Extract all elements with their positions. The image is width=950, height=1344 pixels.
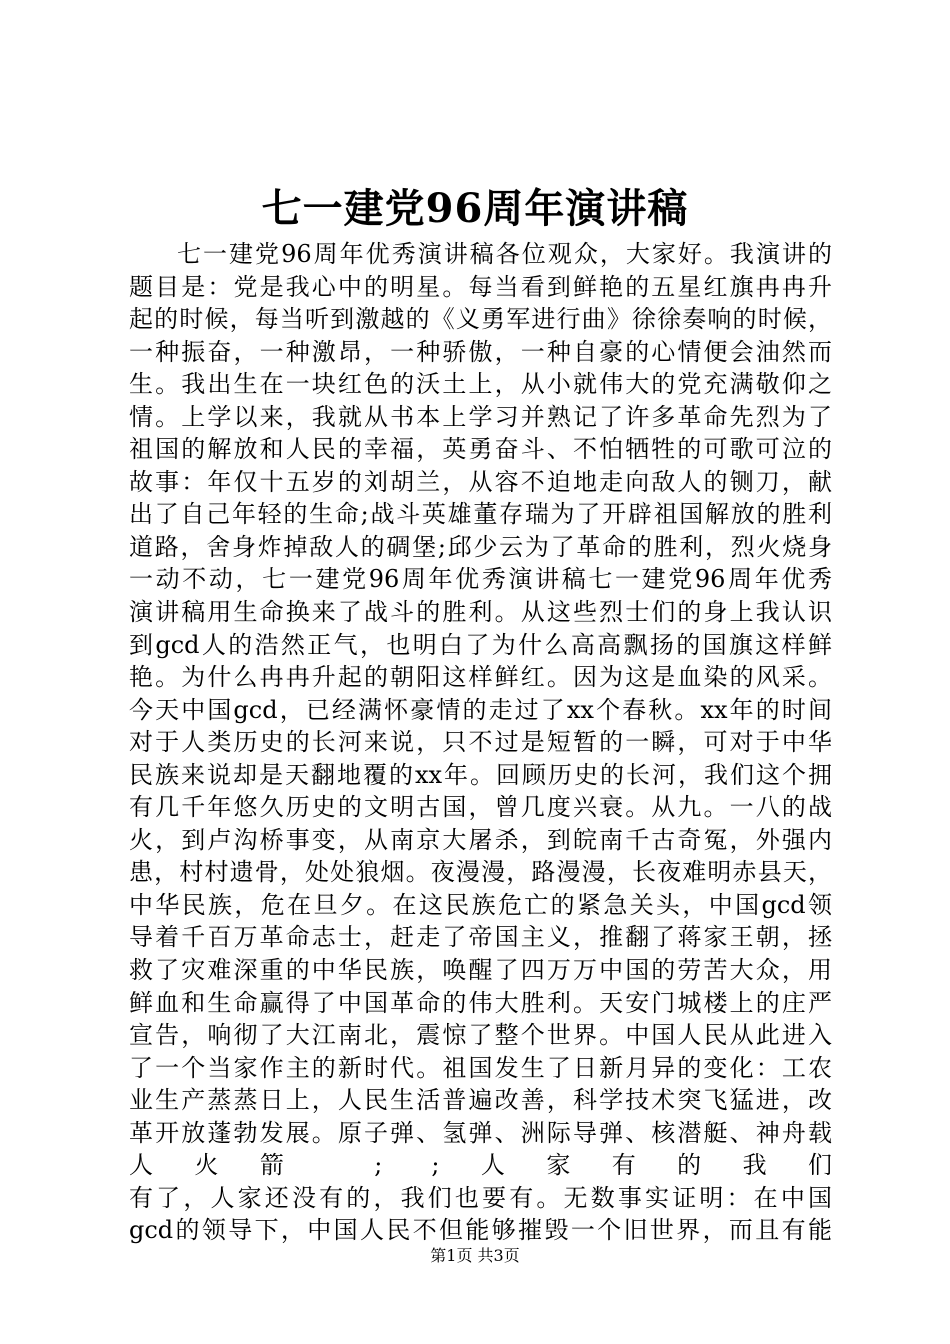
body-line: 起的时候，每当听到激越的《义勇军进行曲》徐徐奏响的时候， (129, 305, 832, 334)
body-line: 革开放蓬勃发展。原子弹、氢弹、洲际导弹、核潜艇、神舟载 (129, 1118, 832, 1147)
body-line: gcd的领导下，中国人民不但能够摧毁一个旧世界，而且有能 (129, 1216, 832, 1245)
body-line: 七一建党96周年优秀演讲稿各位观众，大家好。我演讲的 (177, 240, 832, 268)
body-line: 鲜血和生命赢得了中国革命的伟大胜利。天安门城楼上的庄严 (129, 988, 832, 1017)
body-line: 题目是：党是我心中的明星。每当看到鲜艳的五星红旗冉冉升 (129, 272, 832, 301)
body-line: 患，村村遗骨，处处狼烟。夜漫漫，路漫漫，长夜难明赤县天， (129, 858, 832, 887)
body-line: 到gcd人的浩然正气，也明白了为什么高高飘扬的国旗这样鲜 (129, 630, 832, 659)
body-line: 今天中国gcd，已经满怀豪情的走过了xx个春秋。xx年的时间 (129, 695, 832, 724)
body-line: 有了，人家还没有的，我们也要有。无数事实证明：在中国 (129, 1183, 832, 1212)
body-line: 生。我出生在一块红色的沃土上，从小就伟大的党充满敬仰之 (129, 370, 832, 399)
body-line: 祖国的解放和人民的幸福，英勇奋斗、不怕牺牲的可歌可泣的 (129, 435, 832, 464)
body-line: 一种振奋，一种激昂，一种骄傲，一种自豪的心情便会油然而 (129, 337, 832, 366)
body-line: 业生产蒸蒸日上，人民生活普遍改善，科学技术突飞猛进，改 (129, 1086, 832, 1115)
body-line: 出了自己年轻的生命;战斗英雄董存瑞为了开辟祖国解放的胜利 (129, 500, 832, 529)
body-line: 情。上学以来，我就从书本上学习并熟记了许多革命先烈为了 (129, 402, 832, 431)
body-line: 演讲稿用生命换来了战斗的胜利。从这些烈士们的身上我认识 (129, 598, 832, 627)
body-line: 艳。为什么冉冉升起的朝阳这样鲜红。因为这是血染的风采。 (129, 663, 832, 692)
body-line: 有几千年悠久历史的文明古国，曾几度兴衰。从九。一八的战 (129, 793, 832, 822)
document-title: 七一建党96周年演讲稿 (261, 185, 689, 232)
body-line: 道路，舍身炸掉敌人的碉堡;邱少云为了革命的胜利，烈火烧身 (129, 532, 832, 561)
page-number-footer: 第1页 共3页 (430, 1246, 520, 1265)
body-line: 导着千百万革命志士，赶走了帝国主义，推翻了蒋家王朝，拯 (129, 923, 832, 952)
body-line: 宣告，响彻了大江南北，震惊了整个世界。中国人民从此进入 (129, 1021, 832, 1050)
body-line: 了一个当家作主的新时代。祖国发生了日新月异的变化：工农 (129, 1053, 832, 1082)
body-line: 故事：年仅十五岁的刘胡兰，从容不迫地走向敌人的铡刀，献 (129, 467, 832, 496)
body-line: 人火箭 ; ;人家有的我们 (129, 1151, 832, 1180)
document-body (129, 238, 832, 1247)
body-line: 中华民族，危在旦夕。在这民族危亡的紧急关头，中国gcd领 (129, 890, 832, 919)
body-line: 一动不动，七一建党96周年优秀演讲稿七一建党96周年优秀 (129, 565, 832, 594)
body-line: 民族来说却是天翻地覆的xx年。回顾历史的长河，我们这个拥 (129, 760, 832, 789)
body-line: 救了灾难深重的中华民族，唤醒了四万万中国的劳苦大众，用 (129, 956, 832, 985)
body-line: 火，到卢沟桥事变，从南京大屠杀，到皖南千古奇冤，外强内 (129, 825, 832, 854)
body-line: 对于人类历史的长河来说，只不过是短暂的一瞬，可对于中华 (129, 728, 832, 757)
